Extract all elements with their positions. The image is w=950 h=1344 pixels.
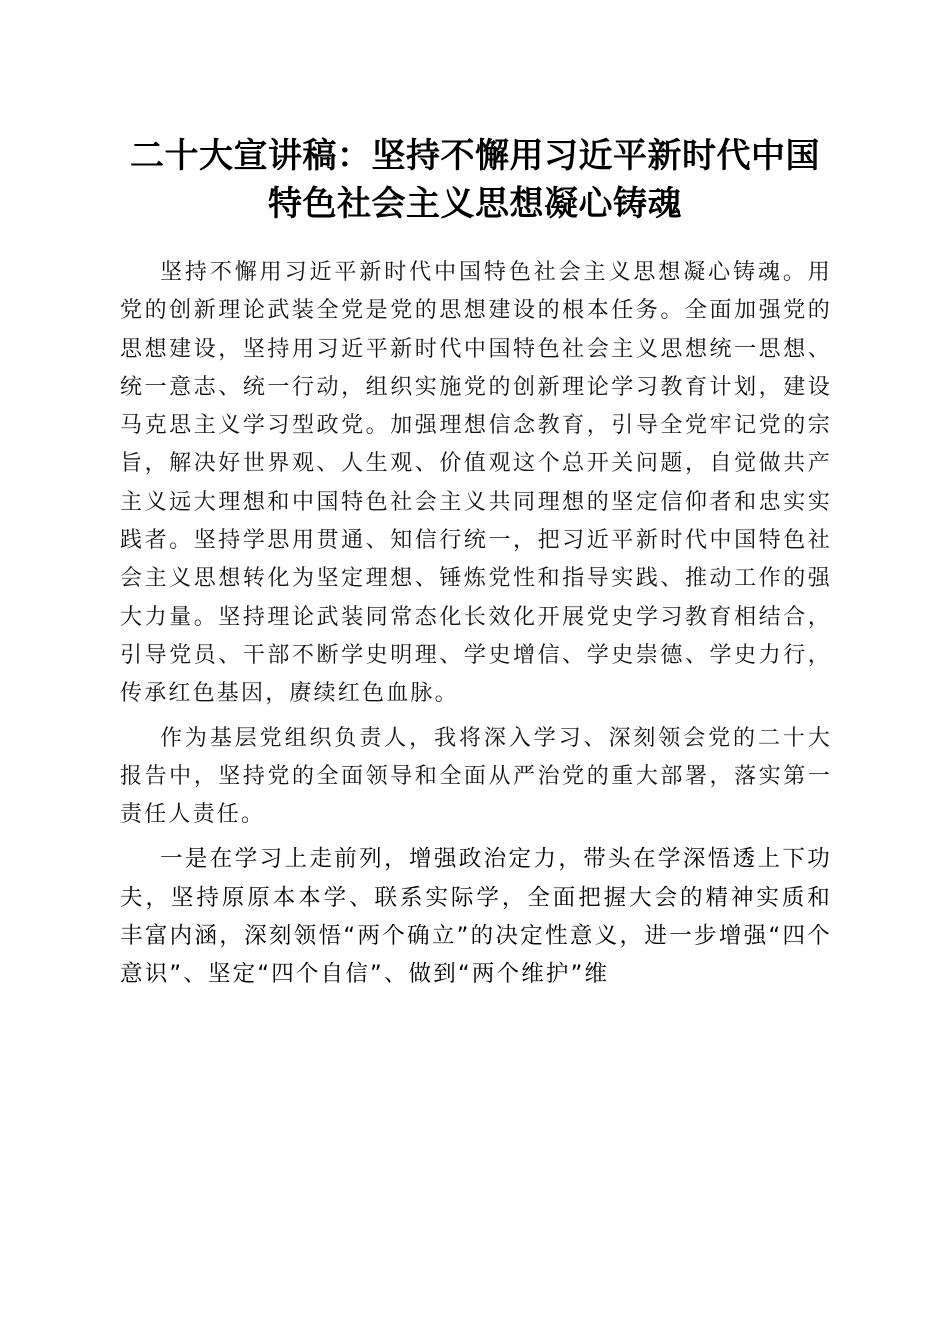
document-title bbox=[110, 132, 840, 228]
paragraph-2: 作为基层党组织负责人，我将深入学习、深刻领会党的二十大报告中，坚持党的全面领导和全面从严治党的重大部署，落实第一责任人责任。 bbox=[120, 725, 832, 828]
title-line-2: 特色社会主义思想凝心铸魂 bbox=[268, 184, 682, 224]
paragraph-3: 一是在学习上走前列，增强政治定力，带头在学深悟透上下功夫，坚持原原本本学、联系实际学，全面把握大会的精神实质和丰富内涵，深刻领悟“两个确立”的决定性意义，进一步增强“四个意识”、坚定“四个自信”、做到“两个维护”维 bbox=[120, 846, 832, 988]
title-line-1: 二十大宣讲稿：坚持不懈用习近平新时代中国 bbox=[130, 136, 820, 176]
paragraph-1: 坚持不懈用习近平新时代中国特色社会主义思想凝心铸魂。用党的创新理论武装全党是党的思想建设的根本任务。全面加强党的思想建设，坚持用习近平新时代中国特色社会主义思想统一思想、统一意志、统一行动，组织实施党的创新理论学习教育计划，建设马克思主义学习型政党。加强理想信念教育，引导全党牢记党的宗旨，解决好世界观、人生观、价值观这个总开关问题，自觉做共产主义远大理想和中国特色社会主义共同理想的坚定信仰者和忠实实践者。坚持学思用贯通、知信行统一，把习近平新时代中国特色社会主义思想转化为坚定理想、锤炼党性和指导实践、推动工作的强大力量。坚持理论武装同常态化长效化开展党史学习教育相结合，引导党员、干部不断学史明理、学史增信、学史崇德、学史力行，传承红色基因，赓续红色血脉。 bbox=[120, 260, 832, 707]
document-body bbox=[120, 254, 832, 1000]
